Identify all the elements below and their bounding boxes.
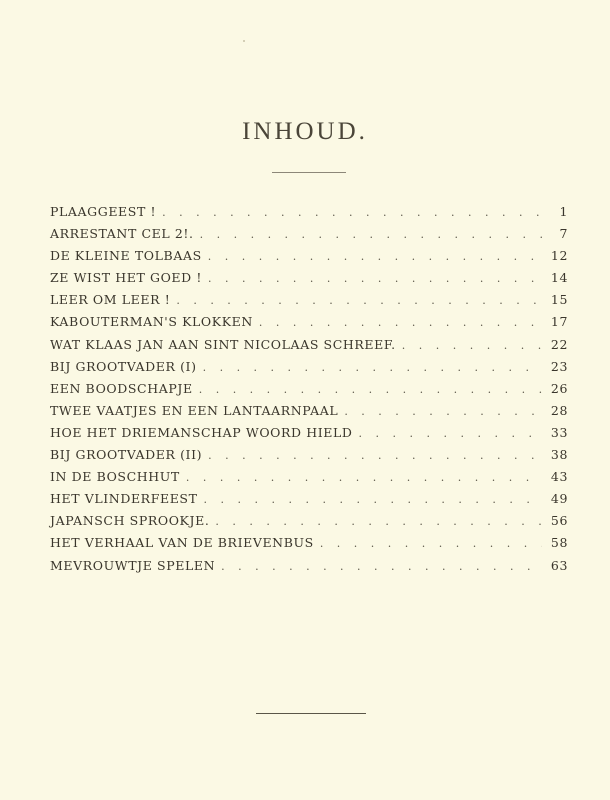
dot-leader [204,493,542,506]
toc-entry-page: 28 [550,402,568,418]
toc-entry-page: 58 [550,535,568,551]
toc-entry-title: JAPANSCH SPROOKJE. [50,513,210,529]
toc-entry[interactable] [50,513,568,535]
dot-leader [221,560,542,573]
toc-entry-title: LEER OM LEER ! [50,292,171,308]
toc-entry-title: MEVROUWTJE SPELEN [50,557,216,573]
toc-entry-page: 26 [550,380,568,396]
toc-entry[interactable] [50,535,568,557]
toc-entry[interactable] [50,248,568,270]
toc-entry-page: 1 [559,204,568,219]
dot-leader [208,449,542,462]
dot-leader [402,339,542,352]
toc-entry-page: 63 [550,557,568,573]
toc-entry[interactable] [50,403,568,425]
toc-entry-page: 43 [550,469,568,485]
toc-entry-page: 17 [550,314,568,330]
toc-entry-title: HET VLINDERFEEST [50,491,198,507]
toc-entry-page: 23 [550,358,568,374]
toc-entry[interactable] [50,381,568,403]
toc-entry[interactable] [50,226,568,248]
toc-entry[interactable] [50,558,568,580]
toc-entry-page: 15 [550,292,568,308]
dot-leader [259,316,542,329]
toc-entry-title: HET VERHAAL VAN DE BRIEVENBUS [50,535,314,551]
dot-leader [203,361,542,374]
toc-entry[interactable] [50,491,568,513]
dot-leader [162,206,542,219]
toc-entry-title: HOE HET DRIEMANSCHAP WOORD HIELD [50,424,353,440]
toc-entry[interactable] [50,337,568,359]
toc-entry-title: BIJ GROOTVADER (I) [50,358,197,374]
dot-leader [215,515,542,528]
dot-leader [359,427,542,440]
toc-entry[interactable] [50,314,568,336]
toc-entry[interactable] [50,270,568,292]
toc-entry-page: 22 [550,336,568,352]
dot-leader [208,250,542,263]
toc-entry-title: EEN BOODSCHAPJE [50,380,193,396]
toc-entry-page: 14 [550,270,568,286]
toc-entry[interactable] [50,469,568,491]
toc-entry-title: DE KLEINE TOLBAAS [50,248,202,264]
toc-entry-title: PLAAGGEEST ! [50,204,157,219]
toc-entry-title: KABOUTERMAN'S KLOKKEN [50,314,253,330]
dot-leader [199,383,542,396]
toc-entry[interactable] [50,292,568,314]
toc-entry[interactable] [50,204,568,226]
page-title: INHOUD. [242,118,368,145]
toc-entry-page: 38 [550,447,568,463]
toc-entry-page: 33 [550,424,568,440]
toc-entry[interactable] [50,425,568,447]
bottom-divider [256,713,366,714]
toc-entry-title: ZE WIST HET GOED ! [50,270,202,286]
toc-entry-title: TWEE VAATJES EN EEN LANTAARNPAAL [50,402,339,418]
toc-entry[interactable] [50,359,568,381]
table-of-contents [50,204,568,580]
toc-entry-title: BIJ GROOTVADER (II) [50,447,203,463]
toc-entry-page: 12 [550,248,568,264]
dot-leader [208,272,542,285]
toc-entry-title: ARRESTANT CEL 2!. [50,226,194,242]
dot-leader [344,405,542,418]
dot-leader [320,537,542,550]
dot-leader [176,294,542,307]
toc-entry-page: 7 [559,226,568,242]
paper-speck [243,40,245,42]
toc-entry-title: IN DE BOSCHHUT [50,469,180,485]
toc-entry-page: 49 [550,491,568,507]
title-divider [272,172,346,173]
dot-leader [186,471,542,484]
toc-entry[interactable] [50,447,568,469]
toc-entry-title: WAT KLAAS JAN AAN SINT NICOLAAS SCHREEF. [50,336,396,352]
toc-entry-page: 56 [550,513,568,529]
dot-leader [200,228,542,241]
